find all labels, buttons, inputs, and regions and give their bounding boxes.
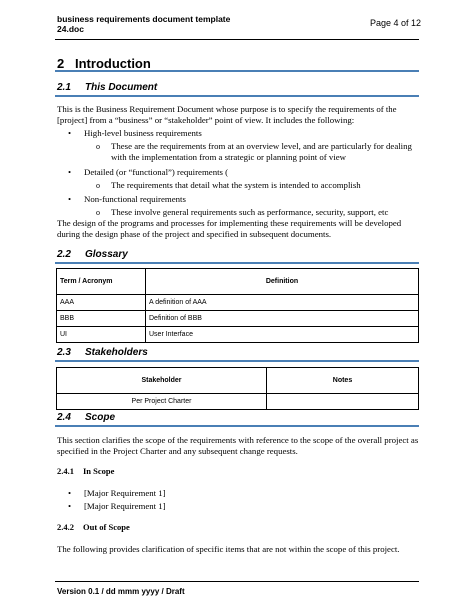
stakeholders-number: 2.3 (57, 347, 71, 358)
this-document-title: This Document (85, 82, 158, 93)
in-scope-number: 2.4.1 (57, 466, 74, 476)
glossary-number: 2.2 (57, 249, 71, 260)
scope-number: 2.4 (57, 412, 71, 423)
this-document-number: 2.1 (57, 82, 71, 93)
circle-bullet-icon: o (96, 181, 100, 190)
this-document-intro: This is the Business Requirement Document whose purpose is to specify the requirements of the [project] from a “business” or “stakeholder” point of view. It includes the following: (57, 104, 397, 125)
table-cell: A definition of AAA (146, 295, 419, 311)
table-row (57, 327, 419, 343)
circle-bullet-icon: o (96, 142, 100, 151)
header-title (57, 14, 230, 34)
this-document-closing: The design of the programs and processes for implementing these requirements will be developed during the design phase of the project and specified in subsequent documents. (57, 218, 402, 239)
table-row (57, 311, 419, 327)
sub-list-item: o These are the requirements from at an overview level, and are particularly for dealing with the implementation from a strategic or planning point of view (96, 141, 412, 162)
glossary-title: Glossary (85, 249, 128, 260)
footer-version: Version 0.1 / dd mmm yyyy / Draft (57, 587, 185, 596)
footer-divider (55, 581, 419, 582)
table-row (57, 295, 419, 311)
section-number: 2 (57, 56, 65, 71)
bullet-icon: • (68, 194, 72, 204)
table-cell: User Interface (146, 327, 419, 343)
table-cell: Per Project Charter (57, 394, 267, 410)
table-header-row (57, 368, 419, 394)
list-item: • High-level business requirements (68, 128, 202, 138)
stakeholders-title: Stakeholders (85, 347, 148, 358)
scope-text: This section clarifies the scope of the requirements with reference to the scope of the overall project as specified in the Project Charter and any subsequent change requests. (57, 435, 419, 456)
glossary-heading (57, 249, 128, 260)
table-cell: Definition of BBB (146, 311, 419, 327)
in-scope-heading (57, 466, 114, 476)
bullet-icon: • (68, 488, 72, 498)
list-item: • [Major Requirement 1] (68, 488, 166, 498)
sub-list-item: o These involve general requirements such as performance, security, support, etc (96, 207, 389, 217)
bullet-icon: • (68, 128, 72, 138)
stakeholders-heading (57, 347, 148, 358)
table-header-cell: Notes (267, 368, 419, 394)
page-number: Page 4 of 12 (370, 18, 422, 28)
out-of-scope-title: Out of Scope (83, 522, 130, 532)
table-cell: AAA (57, 295, 146, 311)
this-document-rule (55, 95, 419, 97)
header-title-line-1: business requirements document template (57, 14, 231, 24)
bullet-icon: • (68, 501, 72, 511)
table-row (57, 394, 419, 410)
header-title-line-2: 24.doc (57, 24, 84, 34)
circle-bullet-icon: o (96, 208, 100, 217)
in-scope-title: In Scope (83, 466, 115, 476)
stakeholders-table (56, 367, 419, 410)
section-heading-rule (55, 70, 419, 72)
list-item: • [Major Requirement 1] (68, 501, 166, 511)
bullet-icon: • (68, 167, 72, 177)
table-cell (267, 394, 419, 410)
table-cell: BBB (57, 311, 146, 327)
table-header-row (57, 269, 419, 295)
out-of-scope-text: The following provides clarification of specific items that are not within the scope of this project. (57, 544, 400, 554)
out-of-scope-heading (57, 522, 130, 532)
table-header-cell: Term / Acronym (57, 269, 146, 295)
section-title: Introduction (75, 56, 151, 71)
table-header-cell: Stakeholder (57, 368, 267, 394)
list-item: • Non-functional requirements (68, 194, 186, 204)
glossary-rule (55, 262, 419, 264)
stakeholders-rule (55, 360, 419, 362)
scope-heading (57, 412, 115, 423)
out-of-scope-number: 2.4.2 (57, 522, 74, 532)
header-divider (55, 39, 419, 40)
scope-title: Scope (85, 412, 116, 423)
sub-list-item: o The requirements that detail what the system is intended to accomplish (96, 180, 361, 190)
this-document-heading (57, 82, 157, 93)
table-header-cell: Definition (146, 269, 419, 295)
glossary-table (56, 268, 419, 343)
table-cell: UI (57, 327, 146, 343)
list-item: • Detailed (or “functional”) requirements ( (68, 167, 229, 177)
scope-rule (55, 425, 419, 427)
section-heading (57, 56, 151, 71)
